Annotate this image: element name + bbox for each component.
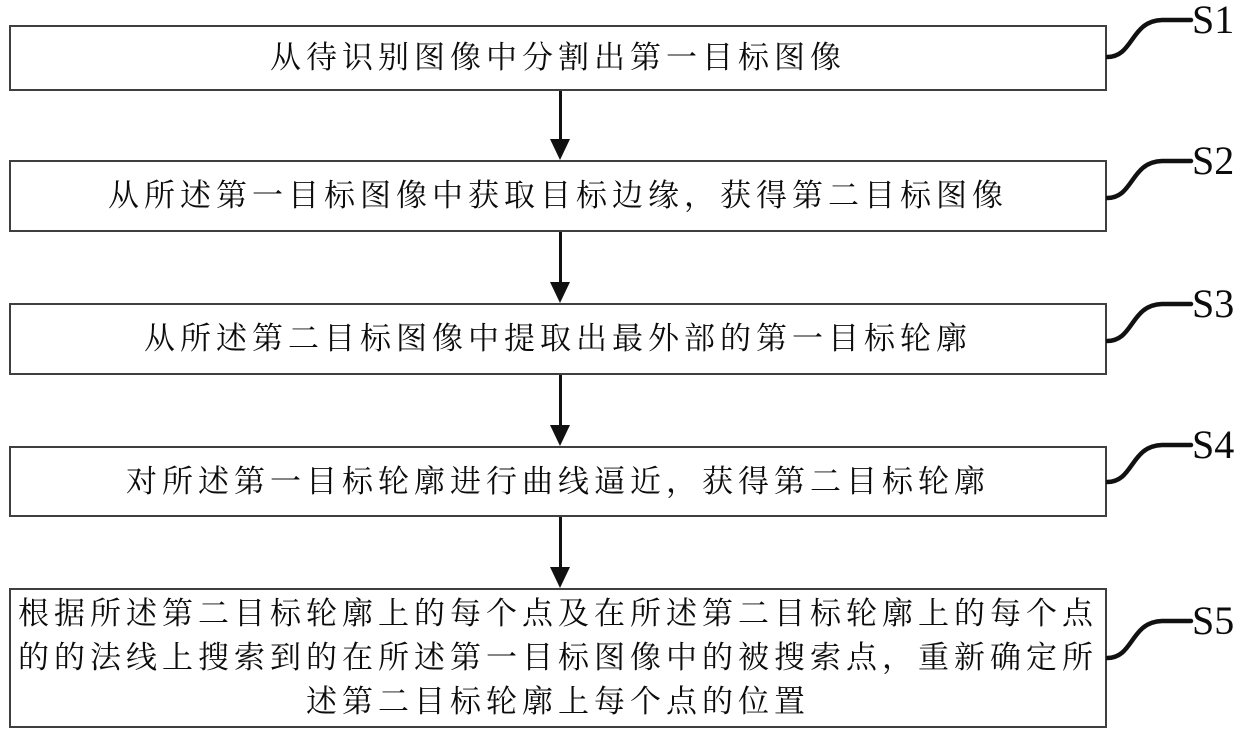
leader-curve-s4-icon (1106, 440, 1194, 486)
flow-box-s3 (9, 303, 1107, 375)
step-label-s2: S2 (1192, 138, 1235, 183)
step-label-s3: S3 (1192, 281, 1235, 326)
down-arrow-2-icon (548, 232, 572, 303)
arrow-head (550, 282, 570, 303)
step-label-s4: S4 (1192, 422, 1235, 467)
step-s2-text: 从所述第一目标图像中获取目标边缘，获得第二目标图像 (108, 178, 1008, 213)
step-s5-text-line1: 根据所述第二目标轮廓上的每个点及在所述第二目标轮廓上的每个点 (18, 596, 1098, 631)
arrow-shaft (559, 375, 562, 425)
flow-box-s1 (9, 25, 1107, 91)
down-arrow-3-icon (548, 375, 572, 446)
down-arrow-1-icon (548, 91, 572, 160)
arrow-shaft (559, 91, 562, 139)
leader-curve-s1-icon (1106, 15, 1194, 61)
leader-curve-s3-icon (1106, 299, 1194, 345)
step-s1-text: 从待识别图像中分割出第一目标图像 (270, 40, 846, 75)
arrow-head (550, 139, 570, 160)
arrow-shaft (559, 232, 562, 282)
arrow-head (550, 425, 570, 446)
step-s4-text: 对所述第一目标轮廓进行曲线逼近，获得第二目标轮廓 (126, 463, 990, 499)
flow-box-s2 (9, 160, 1107, 232)
step-s3-text: 从所述第二目标图像中提取出最外部的第一目标轮廓 (144, 321, 972, 356)
flow-box-s5 (9, 588, 1107, 728)
arrow-head (550, 567, 570, 588)
down-arrow-4-icon (548, 517, 572, 588)
flow-box-s4 (9, 446, 1107, 517)
step-s5-text-line2: 的的法线上搜索到的在所述第一目标图像中的被搜索点，重新确定所 (18, 640, 1098, 675)
arrow-shaft (559, 517, 562, 567)
step-label-s1: S1 (1192, 0, 1235, 42)
leader-curve-s5-icon (1106, 616, 1194, 662)
step-s5-text-line3: 述第二目标轮廓上每个点的位置 (306, 684, 810, 719)
leader-curve-s2-icon (1106, 156, 1194, 202)
step-label-s5: S5 (1192, 598, 1235, 643)
